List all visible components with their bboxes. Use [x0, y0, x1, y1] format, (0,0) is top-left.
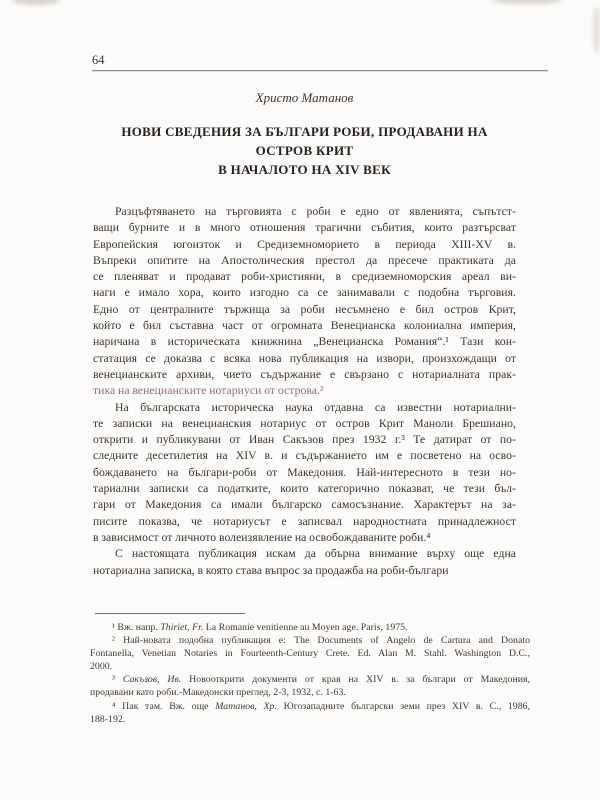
article-title-line-1: НОВИ СВЕДЕНИЯ ЗА БЪЛГАРИ РОБИ, ПРОДАВАНИ НА: [121, 124, 488, 139]
body-line: венецианските архиви, чието съдържание е свързано с нотариалната прак-: [93, 367, 516, 381]
body-line: тариални записки са податките, които категорично показват, че тези бъл-: [93, 482, 516, 496]
body-line: наги е имало хора, които изгодно са се занимавали с подобна търговия.: [93, 286, 516, 300]
body-line: Европейския югоизток и Средиземноморието в периода XIII-XV в.: [93, 237, 516, 251]
footnote-text: ³: [112, 674, 123, 686]
footnote-text: 188-192.: [90, 713, 126, 725]
footnote-line: [90, 686, 530, 699]
author-name: Христо Матанов: [255, 90, 354, 105]
footnotes: [90, 621, 530, 726]
header-rule: [92, 70, 548, 71]
body-line: Разцъфтяването на търговията с роби е едно от явленията, съпътст-: [115, 205, 516, 218]
body-line: ващи бурните и в много отношения трагични събития, които разтърсват: [93, 221, 516, 235]
body-line: тика на венецианските нотариуси от острова.²: [93, 384, 324, 398]
scan-smudge-right-edge: [593, 6, 600, 54]
body-line: писите показва, че нотариусът е записвал народностната принадлежност: [93, 514, 516, 528]
scan-smudge-top-left: [12, 0, 60, 5]
footnote-line: [90, 634, 530, 647]
body-line: нотариална записка, в която става въпрос за продажба на роби-българи: [93, 563, 449, 577]
footnote-author-italic: Матанов, Хр.: [215, 700, 277, 712]
footnote-line: [90, 621, 530, 634]
footnote-text: Fontanella, Venetian Notaries in Fourteenth-Century Crete. Ed. Alan M. Stahl. Washington D.C.,: [90, 648, 530, 660]
footnote-text: Югозападните български земи през XIV в. С., 1986,: [276, 700, 530, 712]
body-line: Едно от централните тържища за роби несъмнено е бил остров Крит,: [93, 302, 516, 316]
article-title-line-3: В НАЧАЛОТО НА XIV ВЕК: [218, 162, 391, 177]
body-line: се пленяват и продават роби-християни, в средиземноморския ареал ви-: [93, 270, 516, 284]
footnote-text: 2000.: [90, 661, 113, 673]
footnote-text: La Romanie venitienne au Moyen age. Paris, 1975.: [203, 622, 408, 633]
footnote-line: [90, 647, 530, 660]
footnote: [90, 700, 530, 726]
body-line: Въпреки опитите на Апостолическия престол да пресече практиката да: [93, 253, 516, 267]
body-line: наричана в историческата книжнина „Венецианска Романия“.¹ Тази кон-: [93, 335, 516, 349]
body-text: [93, 204, 516, 579]
footnote-line: [90, 713, 530, 726]
body-line: в зависимост от личното волеизявление на освобождаваните роби.⁴: [93, 530, 431, 544]
body-line: следните десетилетия на XIV в. и съдържанието им е посветено на осво-: [93, 449, 516, 463]
footnote-line: [90, 673, 530, 686]
footnote-text: продавани като роби.-Македонски преглед, 2-3, 1932, с. 1-63.: [90, 687, 346, 699]
scan-smudge-top-right: [492, 0, 562, 4]
footnote-author-italic: Сакъзов, Ив.: [122, 674, 182, 686]
footnote-text: ¹ Вж. напр.: [112, 622, 161, 633]
footnote-separator: [95, 613, 245, 614]
footnote-author-italic: Thiriet, Fr.: [160, 622, 204, 633]
footnote-text: Новооткрити документи от края на XIV в. за българи от Македония,: [181, 674, 530, 686]
body-line: открити и публикувани от Иван Сакъзов през 1932 г.³ Те датират от по-: [93, 433, 516, 447]
body-line: статация се доказва с всяка нова публикация на извори, произхождащи от: [93, 351, 516, 365]
body-line: те записки на венецианския нотариус от остров Крит Маноли Брешиано,: [93, 416, 516, 430]
body-line: гари от Македония са имали българско самосъзнание. Характерът на за-: [93, 498, 516, 512]
footnote-text: ² Най-новата подобна публикация е: The Documents of Angelo de Cartura and Donato: [112, 635, 530, 647]
body-line: който е бил съставна част от огромната Венецианска колониална империя,: [93, 319, 516, 333]
body-line: На българската историческа наука отдавна са известни нотариални-: [115, 400, 516, 414]
footnote-text: ⁴ Пак там. Вж. още: [112, 700, 216, 712]
footnote: [90, 634, 530, 673]
body-line: бождаването на българи-роби от Македония. Най-интересното в тези но-: [93, 465, 516, 479]
footnote-line: [90, 700, 530, 713]
footnote: [90, 621, 530, 634]
footnote: [90, 673, 530, 699]
article-title: [88, 122, 521, 179]
footnote-line: [90, 660, 530, 673]
body-line: С настоящата публикация искам да обърна внимание върху още една: [115, 547, 516, 561]
page-number: 64: [92, 53, 105, 67]
article-title-line-2: ОСТРОВ КРИТ: [255, 143, 354, 158]
